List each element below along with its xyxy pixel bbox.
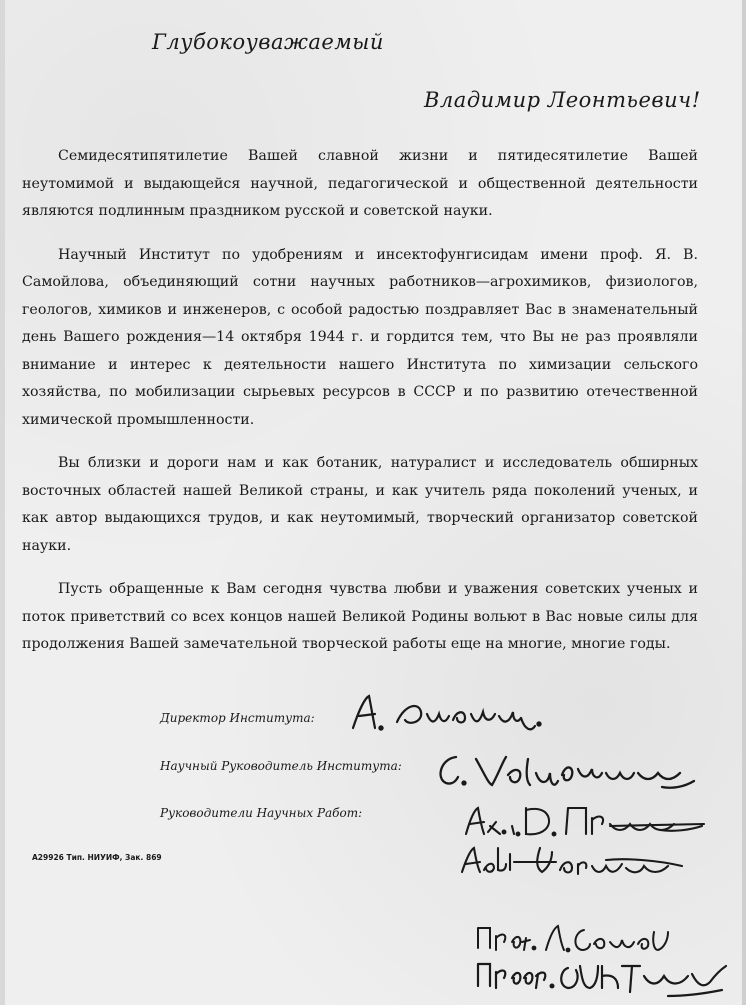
signature-pryanishnikov — [460, 796, 710, 842]
paragraph-1: Семидесятипятилетие Вашей славной жизни и пятидесятилетие Вашей неутомимой и выдающейся научной, педагогической и общественной деятельности являются подлинным праздником русской и советской науки. — [22, 148, 698, 219]
paragraph-4: Пусть обращенные к Вам сегодня чувства любви и уважения советских ученых и поток приветствий со всех концов нашей Великой Родины вольют в Вас новые силы для продолжения Вашей замечательной творческой работы еще на многие, многие годы. — [22, 581, 698, 652]
paragraph-2: Научный Институт по удобрениям и инсектофунгисидам имени проф. Я. В. Самойлова, объединяющий сотни научных работников—агрохимиков, физиологов, геологов, химиков и инженеров, с особой радостью поздравляет Вас в знаменательный день Вашего рождения—14 октября 1944 г. и гордится тем, что Вы не раз проявляли внимание и интерес к деятельности нашего Института по химизации сельского хозяйства, по мобилизации сырьевых ресурсов в СССР и по развитию отечественной химической промышленности. — [22, 246, 698, 428]
letter-body — [22, 143, 698, 675]
signature-akad — [456, 840, 696, 880]
paragraph-3: Вы близки и дороги нам и как ботаник, натуралист и исследователь обширных восточных областей нашей Великой страны, и как учитель ряда поколений ученых, и как автор выдающихся трудов, и как неутомимый, творческий организатор советской науки. — [22, 455, 698, 554]
signature-scientific-head — [432, 745, 702, 799]
signature-shenkin — [472, 952, 732, 1002]
salutation-line-1: Глубокоуважаемый — [152, 30, 384, 54]
work-heads-label: Руководители Научных Работ: — [160, 806, 363, 820]
scientific-head-label: Научный Руководитель Института: — [160, 759, 402, 773]
signature-director — [345, 690, 545, 736]
salutation-line-2: Владимир Леонтьевич! — [424, 88, 701, 112]
scan-edge-left — [0, 0, 5, 1005]
print-imprint: А29926 Тип. НИУИФ, Зак. 869 — [32, 853, 162, 862]
scan-edge-right — [742, 0, 746, 1005]
director-label: Директор Института: — [160, 711, 315, 725]
